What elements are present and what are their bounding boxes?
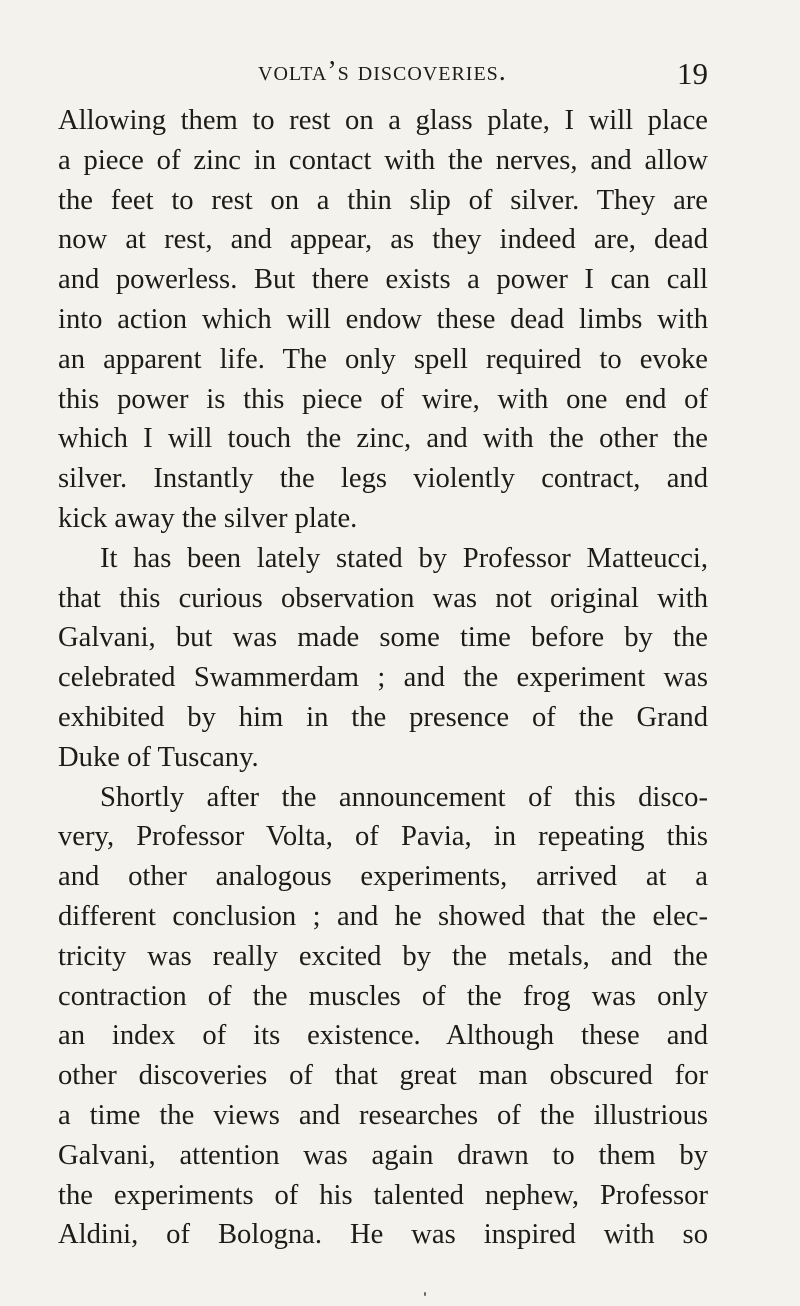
text-line: Galvani, attention was again drawn to them by — [58, 1139, 708, 1171]
text-line: celebrated Swammerdam ; and the experiment was — [58, 662, 708, 694]
text-line: Duke of Tuscany. — [58, 741, 259, 773]
text-line: Aldini, of Bologna. He was inspired with so — [58, 1219, 708, 1251]
text-line: the feet to rest on a thin slip of silver. They are — [58, 184, 708, 216]
text-line: which I will touch the zinc, and with the other the — [58, 423, 708, 455]
text-line: an apparent life. The only spell required to evoke — [58, 343, 708, 375]
text-line: into action which will endow these dead limbs with — [58, 303, 708, 335]
text-line: now at rest, and appear, as they indeed are, dead — [58, 224, 708, 256]
text-line: contraction of the muscles of the frog was only — [58, 980, 708, 1012]
text-line: and other analogous experiments, arrived at a — [58, 861, 708, 893]
text-line: very, Professor Volta, of Pavia, in repeating this — [58, 821, 708, 853]
text-line: different conclusion ; and he showed that the elec- — [58, 900, 708, 932]
text-line: Galvani, but was made some time before by the — [58, 622, 708, 654]
page-number: 19 — [677, 56, 708, 91]
text-line: a time the views and researches of the illustrious — [58, 1099, 708, 1131]
text-line: tricity was really excited by the metals, and the — [58, 940, 708, 972]
paragraph-start-line: Shortly after the announcement of this disco- — [100, 781, 708, 813]
running-title: volta’s discoveries. — [258, 56, 507, 87]
text-line: exhibited by him in the presence of the Grand — [58, 701, 708, 733]
text-line: other discoveries of that great man obscured for — [58, 1060, 708, 1092]
text-line: a piece of zinc in contact with the nerves, and allow — [58, 144, 708, 176]
text-line: that this curious observation was not original with — [58, 582, 708, 614]
paper-speck — [424, 1292, 426, 1296]
text-line: silver. Instantly the legs violently contract, and — [58, 463, 708, 495]
text-line: and powerless. But there exists a power I can call — [58, 264, 708, 296]
running-head — [58, 56, 708, 96]
body-text — [58, 101, 708, 1255]
text-line: an index of its existence. Although these and — [58, 1020, 708, 1052]
text-line: the experiments of his talented nephew, Professor — [58, 1179, 708, 1211]
paragraph-start-line: It has been lately stated by Professor Matteucci, — [100, 542, 708, 574]
text-line: Allowing them to rest on a glass plate, I will place — [58, 105, 708, 136]
text-line: kick away the silver plate. — [58, 502, 358, 534]
text-line: this power is this piece of wire, with one end of — [58, 383, 708, 415]
